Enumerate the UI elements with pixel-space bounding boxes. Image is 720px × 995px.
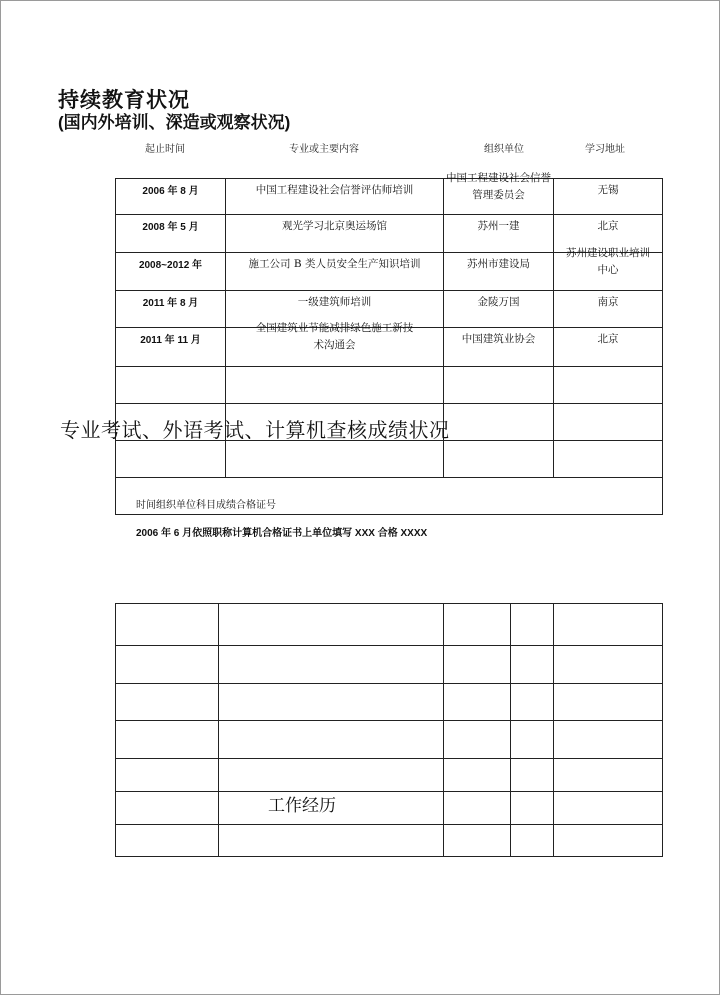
cell-org: 苏州一建 xyxy=(444,215,554,253)
page-title: 持续教育状况 xyxy=(58,87,190,112)
table-row xyxy=(116,759,663,792)
cell-content: 观光学习北京奥运场馆 xyxy=(226,215,444,253)
cell-date: 2008~2012 年 xyxy=(116,253,226,291)
exam-header-note: 时间组织单位科目成绩合格证号 xyxy=(136,500,276,511)
table-row xyxy=(116,792,663,825)
work-table xyxy=(115,603,663,857)
cell-content: 中国工程建设社会信誉评估师培训 xyxy=(226,179,444,215)
table-row xyxy=(116,328,663,367)
cell-date: 2006 年 8 月 xyxy=(116,179,226,215)
cell-org: 金陵万国 xyxy=(444,291,554,328)
cell-org: 中国工程建设社会信誉管理委员会 xyxy=(444,179,554,215)
cert-line: 2006 年 6 月依照职称计算机合格证书上单位填写 XXX 合格 XXXX xyxy=(136,528,428,539)
cell-content: 全国建筑业节能减排绿色施工新技术沟通会 xyxy=(226,328,444,367)
table-row xyxy=(116,367,663,404)
cell-date: 2008 年 5 月 xyxy=(116,215,226,253)
cell-content: 施工公司 B 类人员安全生产知识培训 xyxy=(226,253,444,291)
cell-content: 一级建筑师培训 xyxy=(226,291,444,328)
header-content: 专业或主要内容 xyxy=(289,144,359,155)
header-date: 起止时间 xyxy=(145,144,185,155)
cell-org: 苏州市建设局 xyxy=(444,253,554,291)
header-place: 学习地址 xyxy=(585,144,625,155)
cell-place: 北京 xyxy=(554,328,663,367)
education-table xyxy=(115,172,663,515)
cell-place: 南京 xyxy=(554,291,663,328)
table-row xyxy=(116,604,663,646)
cell-place: 北京 xyxy=(554,215,663,253)
header-org: 组织单位 xyxy=(484,144,524,155)
work-history-title: 工作经历 xyxy=(268,796,336,816)
table-row xyxy=(116,721,663,759)
cell-date: 2011 年 11 月 xyxy=(116,328,226,367)
exam-section-title: 专业考试、外语考试、计算机查核成绩状况 xyxy=(60,418,450,442)
cell-org: 中国建筑业协会 xyxy=(444,328,554,367)
table-row xyxy=(116,646,663,684)
table-row xyxy=(116,253,663,291)
cell-place: 无锡 xyxy=(554,179,663,215)
cell-date: 2011 年 8 月 xyxy=(116,291,226,328)
page-subtitle: (国内外培训、深造或观察状况) xyxy=(58,113,291,132)
table-row xyxy=(116,825,663,857)
table-row xyxy=(116,684,663,721)
cell-place: 苏州建设职业培训中心 xyxy=(554,253,663,291)
table-row xyxy=(116,179,663,215)
table-row xyxy=(116,441,663,478)
